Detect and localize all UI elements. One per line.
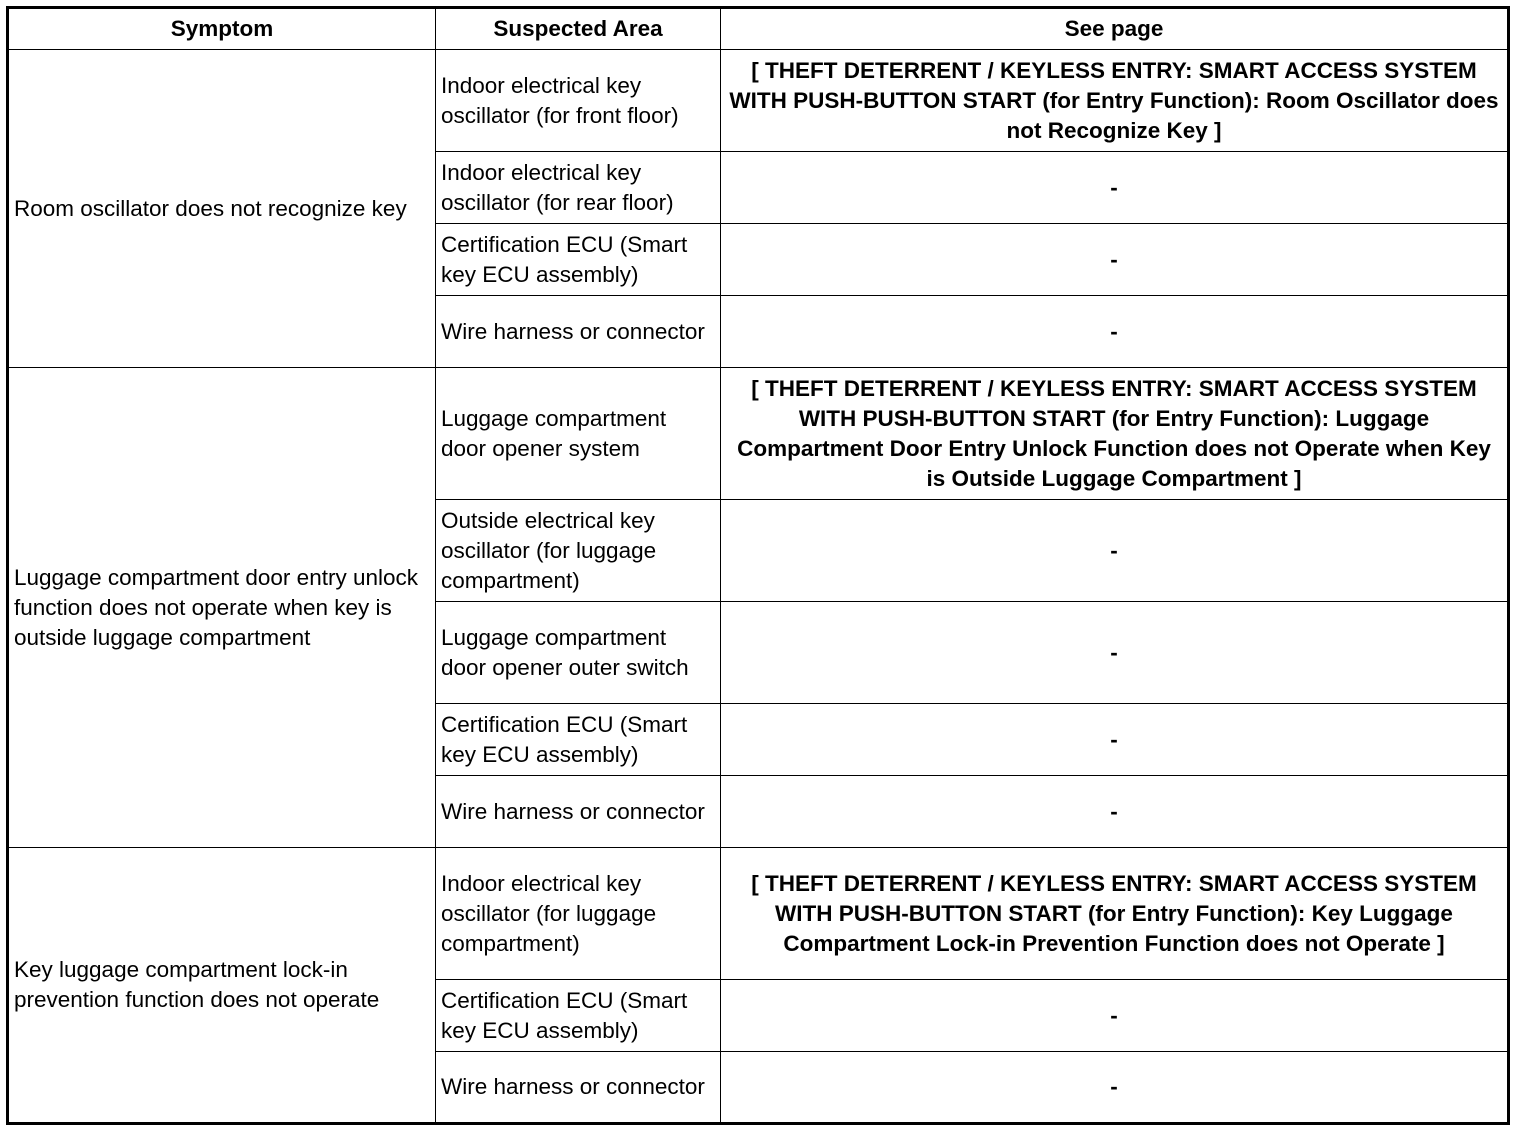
see-page-link[interactable]: [ THEFT DETERRENT / KEYLESS ENTRY: SMART ACCESS SYSTEM WITH PUSH-BUTTON START (for Entry Function): Room Oscillator does not Recognize Key ]	[721, 50, 1509, 152]
see-page-cell: -	[721, 152, 1509, 224]
see-page-link[interactable]: [ THEFT DETERRENT / KEYLESS ENTRY: SMART ACCESS SYSTEM WITH PUSH-BUTTON START (for Entry Function): Key Luggage Compartment Lock-in Prevention Function does not Operate ]	[721, 848, 1509, 980]
table-row	[8, 368, 1509, 500]
table-row	[8, 50, 1509, 152]
see-page-link[interactable]: [ THEFT DETERRENT / KEYLESS ENTRY: SMART ACCESS SYSTEM WITH PUSH-BUTTON START (for Entry Function): Luggage Compartment Door Entry Unlock Function does not Operate when Key is Outside Luggage Compartment ]	[721, 368, 1509, 500]
suspected-area-cell: Outside electrical key oscillator (for luggage compartment)	[436, 500, 721, 602]
header-see-page: See page	[721, 8, 1509, 50]
header-suspected-area: Suspected Area	[436, 8, 721, 50]
suspected-area-cell: Wire harness or connector	[436, 1052, 721, 1124]
diagnosis-table	[6, 6, 1510, 1125]
table-row	[8, 848, 1509, 980]
suspected-area-cell: Wire harness or connector	[436, 296, 721, 368]
header-row	[8, 8, 1509, 50]
suspected-area-cell: Certification ECU (Smart key ECU assembly)	[436, 704, 721, 776]
suspected-area-cell: Indoor electrical key oscillator (for rear floor)	[436, 152, 721, 224]
header-symptom: Symptom	[8, 8, 436, 50]
symptom-cell: Luggage compartment door entry unlock function does not operate when key is outside luggage compartment	[8, 368, 436, 848]
see-page-cell: -	[721, 224, 1509, 296]
see-page-cell: -	[721, 704, 1509, 776]
suspected-area-cell: Luggage compartment door opener system	[436, 368, 721, 500]
symptom-cell: Room oscillator does not recognize key	[8, 50, 436, 368]
see-page-cell: -	[721, 980, 1509, 1052]
suspected-area-cell: Indoor electrical key oscillator (for luggage compartment)	[436, 848, 721, 980]
suspected-area-cell: Luggage compartment door opener outer switch	[436, 602, 721, 704]
symptom-cell: Key luggage compartment lock-in prevention function does not operate	[8, 848, 436, 1124]
suspected-area-cell: Indoor electrical key oscillator (for front floor)	[436, 50, 721, 152]
see-page-cell: -	[721, 1052, 1509, 1124]
suspected-area-cell: Wire harness or connector	[436, 776, 721, 848]
suspected-area-cell: Certification ECU (Smart key ECU assembly)	[436, 224, 721, 296]
see-page-cell: -	[721, 296, 1509, 368]
see-page-cell: -	[721, 602, 1509, 704]
see-page-cell: -	[721, 776, 1509, 848]
suspected-area-cell: Certification ECU (Smart key ECU assembly)	[436, 980, 721, 1052]
see-page-cell: -	[721, 500, 1509, 602]
